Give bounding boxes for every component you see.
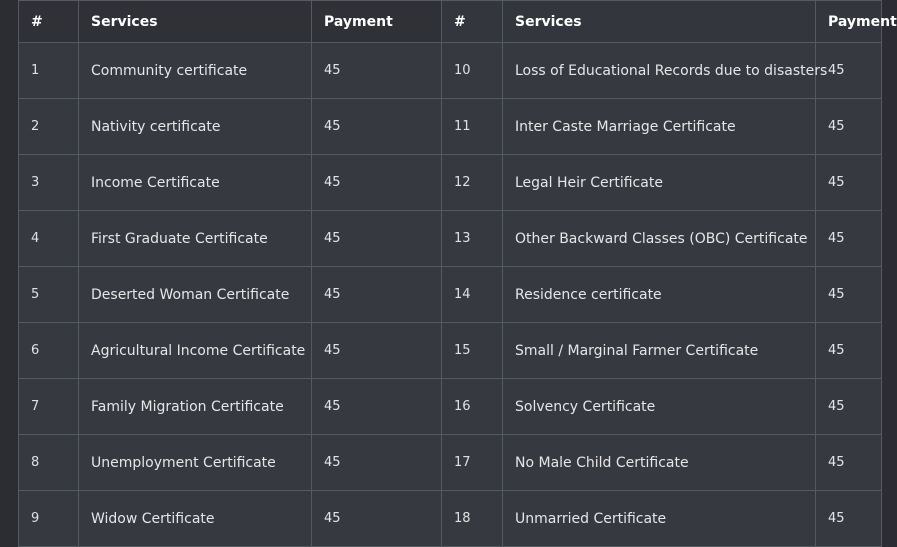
payment-amount: 45 [816,491,882,547]
services-table-left [18,0,443,547]
service-name: Inter Caste Marriage Certificate [503,99,816,155]
payment-amount: 45 [816,435,882,491]
payment-amount: 45 [312,211,443,267]
table-row [442,491,882,547]
service-name: Small / Marginal Farmer Certificate [503,323,816,379]
service-name: No Male Child Certificate [503,435,816,491]
table-row [19,211,443,267]
table-row [19,99,443,155]
payment-amount: 45 [816,155,882,211]
payment-amount: 45 [312,379,443,435]
table-row [442,435,882,491]
payment-amount: 45 [312,155,443,211]
row-number: 9 [19,491,79,547]
payment-amount: 45 [816,43,882,99]
service-name: Deserted Woman Certificate [79,267,312,323]
table-row [442,267,882,323]
services-table-right [441,0,897,547]
table-header-row [19,1,443,43]
service-name: Income Certificate [79,155,312,211]
table-row [19,323,443,379]
table-row [442,99,882,155]
table-header-row [442,1,882,43]
row-number: 8 [19,435,79,491]
row-number: 12 [442,155,503,211]
service-name: Loss of Educational Records due to disasters [503,43,816,99]
payment-amount: 45 [816,323,882,379]
row-number: 11 [442,99,503,155]
service-name: Unmarried Certificate [503,491,816,547]
table-body-left [19,43,443,547]
service-name: Family Migration Certificate [79,379,312,435]
row-number: 17 [442,435,503,491]
table-row [19,379,443,435]
column-header-services: Services [503,1,816,43]
service-name: First Graduate Certificate [79,211,312,267]
payment-amount: 45 [312,491,443,547]
table-row [442,379,882,435]
row-number: 10 [442,43,503,99]
row-number: 1 [19,43,79,99]
service-name: Residence certificate [503,267,816,323]
row-number: 14 [442,267,503,323]
service-name: Agricultural Income Certificate [79,323,312,379]
row-number: 15 [442,323,503,379]
row-number: 3 [19,155,79,211]
column-header-number: # [442,1,503,43]
service-name: Nativity certificate [79,99,312,155]
service-name: Widow Certificate [79,491,312,547]
payment-amount: 45 [312,435,443,491]
table-row [19,267,443,323]
column-header-services: Services [79,1,312,43]
column-header-payment: Payment [312,1,443,43]
service-name: Solvency Certificate [503,379,816,435]
row-number: 5 [19,267,79,323]
table-row [19,491,443,547]
table-row [19,435,443,491]
payment-amount: 45 [816,267,882,323]
table-row [442,323,882,379]
row-number: 13 [442,211,503,267]
column-header-payment: Payment [816,1,882,43]
table-row [442,155,882,211]
service-name: Legal Heir Certificate [503,155,816,211]
payment-amount: 45 [816,379,882,435]
row-number: 4 [19,211,79,267]
payment-amount: 45 [816,211,882,267]
service-name: Community certificate [79,43,312,99]
service-name: Unemployment Certificate [79,435,312,491]
row-number: 16 [442,379,503,435]
row-number: 18 [442,491,503,547]
payment-amount: 45 [312,323,443,379]
payment-amount: 45 [312,43,443,99]
table-row [442,211,882,267]
table-row [19,155,443,211]
payment-amount: 45 [816,99,882,155]
column-header-number: # [19,1,79,43]
payment-amount: 45 [312,99,443,155]
table-row [442,43,882,99]
payment-amount: 45 [312,267,443,323]
row-number: 6 [19,323,79,379]
row-number: 7 [19,379,79,435]
service-name: Other Backward Classes (OBC) Certificate [503,211,816,267]
row-number: 2 [19,99,79,155]
table-row [19,43,443,99]
table-body-right [442,43,882,547]
